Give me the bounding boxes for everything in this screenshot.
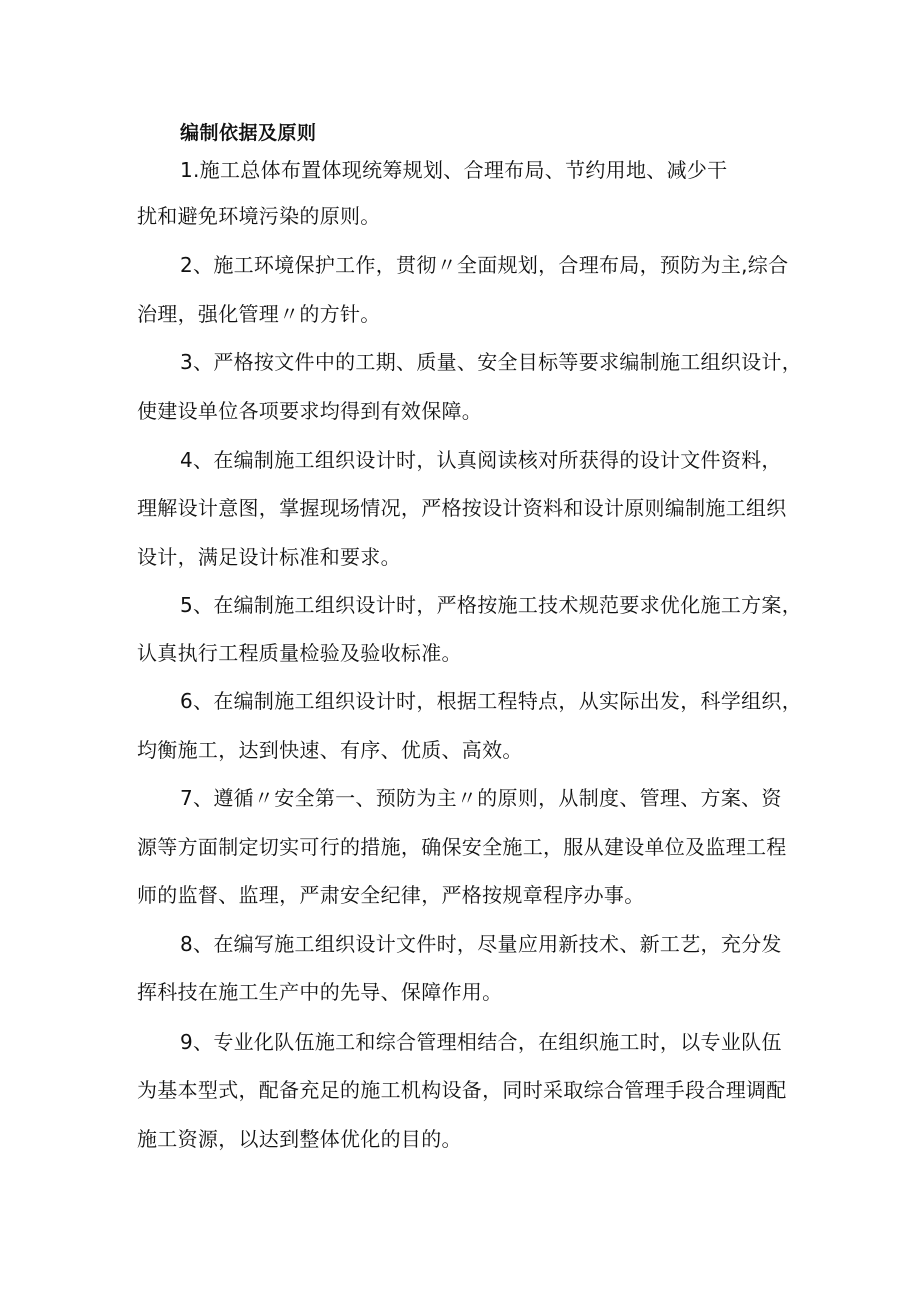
- paragraph-7-line-3: 师的监督、监理，严肃安全纪律，严格按规章程序办事。: [137, 883, 645, 907]
- paragraph-4-line-3: 设计，满足设计标准和要求。: [137, 545, 401, 569]
- paragraph-6-line-2: 均衡施工，达到快速、有序、优质、高效。: [137, 738, 523, 762]
- paragraph-5-line-2: 认真执行工程质量检验及验收标准。: [137, 641, 462, 665]
- paragraph-1-line-2: 扰和避免环境污染的原则。: [137, 204, 381, 228]
- paragraph-9-line-3: 施工资源，以达到整体优化的目的。: [137, 1127, 462, 1151]
- paragraph-5-line-1: 5、在编制施工组织设计时，严格按施工技术规范要求优化施工方案，: [180, 593, 803, 617]
- paragraph-7-line-1: 7、遵循〃安全第一、预防为主〃的原则，从制度、管理、方案、资: [180, 786, 782, 810]
- paragraph-6-line-1: 6、在编制施工组织设计时，根据工程特点，从实际出发，科学组织，: [180, 689, 803, 713]
- paragraph-7-line-2: 源等方面制定切实可行的措施，确保安全施工，服从建设单位及监理工程: [137, 835, 787, 859]
- paragraph-4-line-2: 理解设计意图，掌握现场情况，严格按设计资料和设计原则编制施工组织: [137, 496, 787, 520]
- paragraph-9-line-1: 9、专业化队伍施工和综合管理相结合，在组织施工时，以专业队伍: [180, 1030, 782, 1054]
- paragraph-2-line-1: 2、施工环境保护工作，贯彻〃全面规划，合理布局，预防为主,综合: [180, 253, 789, 277]
- paragraph-2-line-2: 治理，强化管理〃的方针。: [137, 302, 381, 326]
- paragraph-8-line-2: 挥科技在施工生产中的先导、保障作用。: [137, 980, 503, 1004]
- paragraph-3-line-2: 使建设单位各项要求均得到有效保障。: [137, 399, 483, 423]
- section-heading: 编制依据及原则: [180, 122, 317, 144]
- paragraph-9-line-2: 为基本型式，配备充足的施工机构设备，同时采取综合管理手段合理调配: [137, 1078, 787, 1102]
- paragraph-1-line-1: 1.施工总体布置体现统筹规划、合理布局、节约用地、减少干: [180, 158, 728, 182]
- paragraph-4-line-1: 4、在编制施工组织设计时，认真阅读核对所获得的设计文件资料，: [180, 448, 782, 472]
- paragraph-3-line-1: 3、严格按文件中的工期、质量、安全目标等要求编制施工组织设计，: [180, 350, 803, 374]
- paragraph-8-line-1: 8、在编写施工组织设计文件时，尽量应用新技术、新工艺，充分发: [180, 932, 782, 956]
